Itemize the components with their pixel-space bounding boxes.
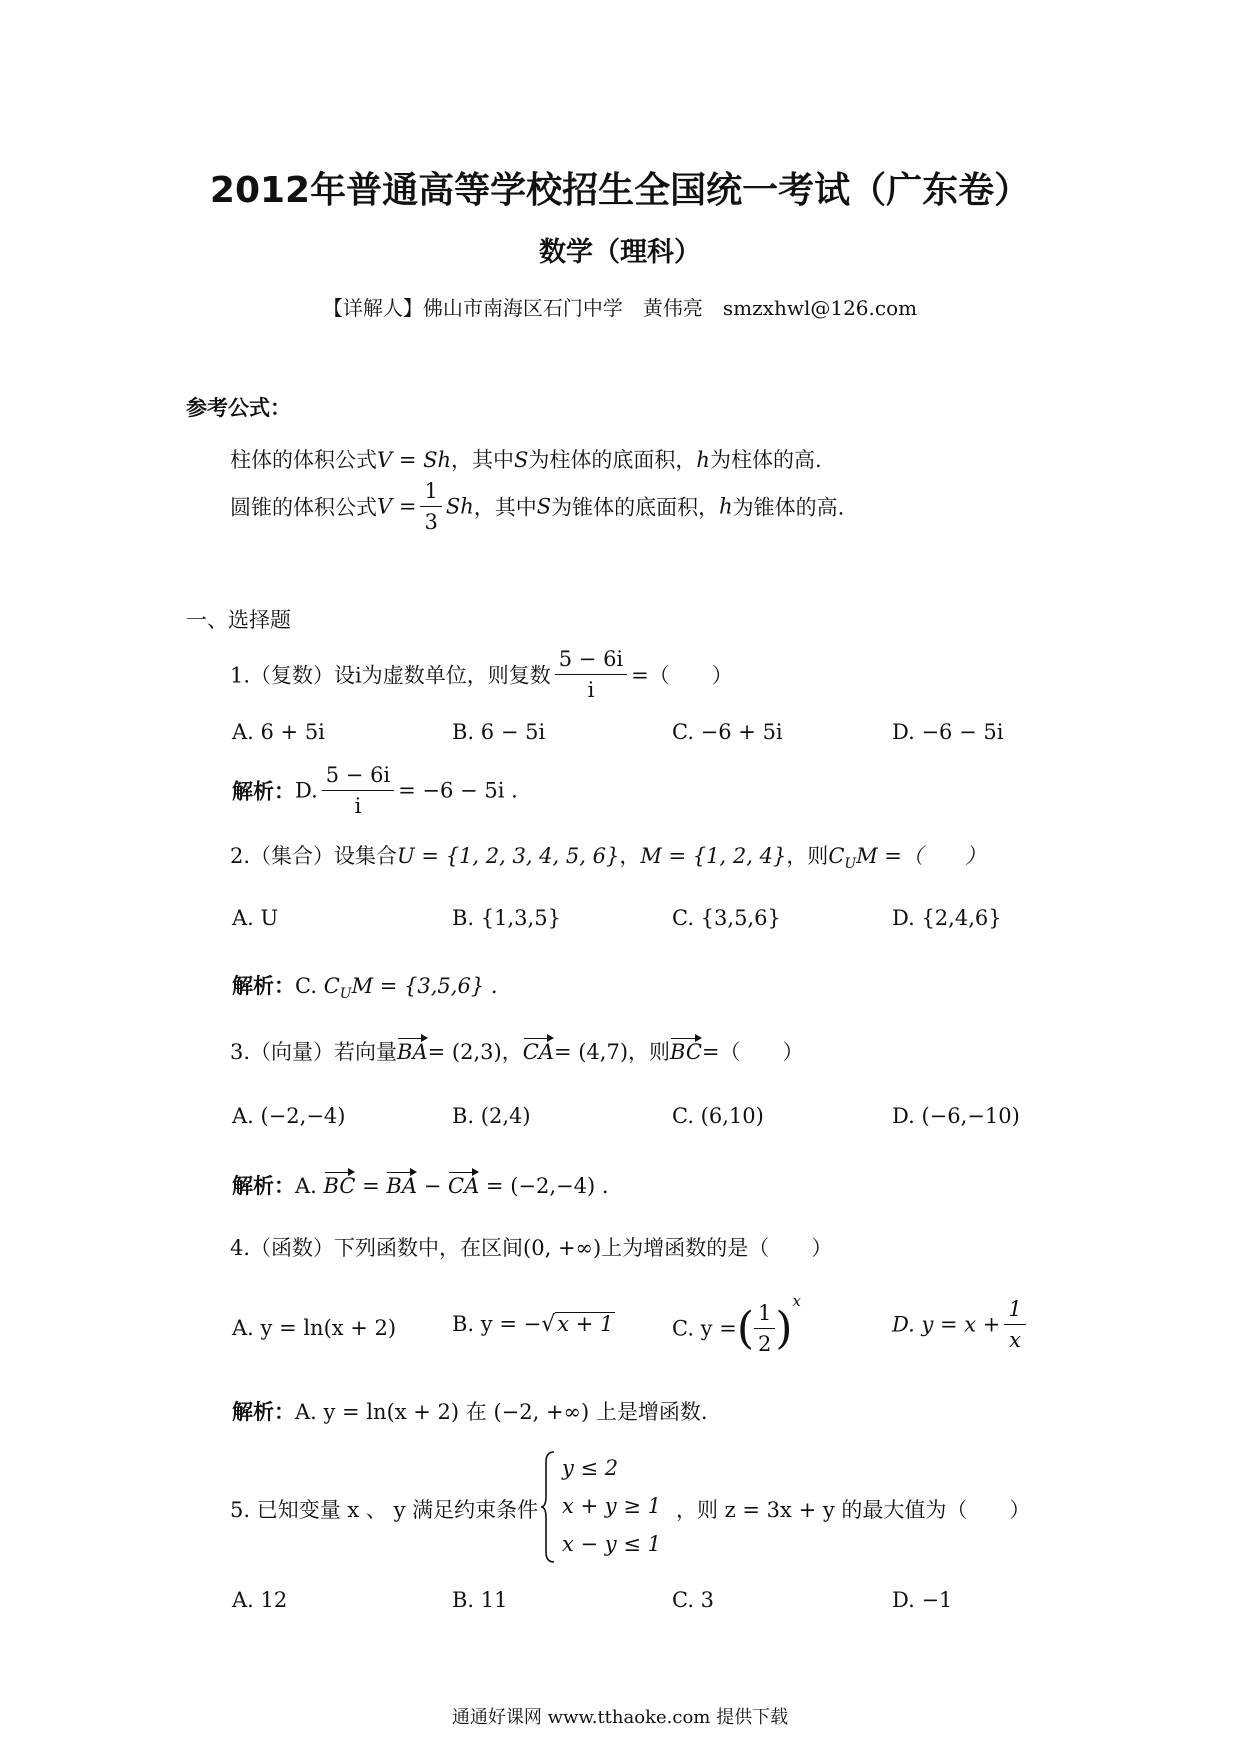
question-math: = (2,3) bbox=[427, 1040, 502, 1064]
fraction-den: 2 bbox=[757, 1332, 772, 1356]
q4-option-d bbox=[892, 1296, 1030, 1353]
question-math: = (4,7) bbox=[553, 1040, 629, 1064]
exam-title: 2012年普通高等学校招生全国统一考试（广东卷） bbox=[209, 170, 1031, 211]
q2-option-c: C. {3,5,6} bbox=[672, 906, 781, 930]
q1-option-b: B. 6 − 5i bbox=[452, 720, 546, 744]
fraction bbox=[754, 1300, 775, 1357]
question-text: 3.（向量）若向量 bbox=[230, 1040, 398, 1064]
constraint-2: x + y ≥ 1 bbox=[562, 1494, 661, 1518]
solution-text: A. y = ln(x + 2) 在 (−2, +∞) 上是增函数. bbox=[295, 1400, 708, 1424]
formula-text: ，其中 bbox=[451, 448, 515, 472]
option-text: D. y = x + bbox=[892, 1312, 1001, 1337]
formula-line-1 bbox=[230, 444, 822, 474]
question-2-stem bbox=[230, 840, 986, 872]
option-text: B. y = − bbox=[452, 1312, 542, 1336]
fraction-den: i bbox=[354, 794, 362, 818]
q3-option-b: B. (2,4) bbox=[452, 1104, 531, 1128]
q5-option-d: D. −1 bbox=[892, 1588, 953, 1612]
left-paren-icon: ( bbox=[736, 1303, 754, 1354]
subscript: U bbox=[339, 986, 352, 1003]
fraction-num: 5 − 6i bbox=[555, 646, 627, 675]
q1-solution bbox=[232, 762, 518, 819]
solution-text: C. bbox=[295, 974, 317, 998]
solution-text: D. bbox=[295, 778, 318, 803]
formula-text: 柱体的体积公式 bbox=[230, 448, 377, 472]
question-4-stem bbox=[230, 1232, 832, 1262]
q5-option-a: A. 12 bbox=[232, 1588, 288, 1612]
vector-ba: BA bbox=[397, 1040, 428, 1064]
solution-label: 解析： bbox=[232, 779, 295, 804]
question-5-stem-a: 5. 已知变量 x 、 y 满足约束条件 bbox=[230, 1498, 539, 1522]
solution-label: 解析： bbox=[232, 974, 295, 998]
question-math: (0, +∞) bbox=[523, 1236, 602, 1260]
question-text: 2.（集合）设集合 bbox=[230, 844, 398, 868]
question-text: =（ ） bbox=[701, 1040, 804, 1064]
question-text: 1.（复数）设i为虚数单位，则复数 bbox=[230, 663, 551, 688]
question-text: ，则 bbox=[628, 1040, 671, 1064]
solution-label: 解析： bbox=[232, 1174, 295, 1198]
left-brace-icon bbox=[540, 1450, 556, 1564]
question-math: M = {1, 2, 4} bbox=[640, 844, 787, 868]
question-math: C bbox=[828, 844, 845, 868]
solution-text: = −6 − 5i . bbox=[398, 778, 518, 803]
q3-option-d: D. (−6,−10) bbox=[892, 1104, 1020, 1128]
fraction-den: 3 bbox=[424, 510, 438, 534]
question-3-stem bbox=[230, 1036, 804, 1066]
fraction-den: x bbox=[1009, 1328, 1021, 1352]
question-text: ，则 bbox=[786, 844, 829, 868]
fraction bbox=[555, 646, 627, 703]
fraction bbox=[420, 478, 441, 535]
formula-text: ，其中 bbox=[473, 495, 537, 520]
formula-math: h bbox=[719, 494, 733, 519]
solution-label: 解析： bbox=[232, 1400, 295, 1424]
right-paren-icon: ) bbox=[775, 1303, 793, 1354]
solution-math: − bbox=[423, 1174, 442, 1198]
q4-option-b bbox=[452, 1312, 615, 1337]
q1-option-a: A. 6 + 5i bbox=[232, 720, 325, 744]
solution-math: = bbox=[362, 1174, 380, 1198]
question-text: =（ ） bbox=[631, 663, 733, 688]
fraction bbox=[322, 762, 394, 819]
vector-ca: CA bbox=[522, 1040, 554, 1064]
formula-math: V = bbox=[377, 494, 417, 519]
formula-math: h bbox=[696, 448, 710, 472]
question-math: M =（ ） bbox=[856, 844, 986, 868]
exponent: x bbox=[792, 1292, 801, 1310]
q3-option-c: C. (6,10) bbox=[672, 1104, 764, 1128]
formula-text: 为柱体的高. bbox=[709, 448, 822, 472]
fraction-num: 1 bbox=[420, 478, 441, 507]
fraction bbox=[1004, 1296, 1025, 1353]
formula-math: S bbox=[536, 494, 552, 519]
question-text: 上为增函数的是（ ） bbox=[601, 1236, 833, 1260]
formula-math: S bbox=[514, 448, 529, 472]
formula-math: Sh bbox=[445, 494, 474, 519]
formula-math: V = Sh bbox=[377, 448, 452, 472]
constraint-1: y ≤ 2 bbox=[562, 1456, 619, 1480]
q3-solution bbox=[232, 1170, 609, 1200]
question-5-stem-b: ，则 z = 3x + y 的最大值为（ ） bbox=[676, 1498, 1031, 1522]
radicand: x + 1 bbox=[557, 1312, 614, 1336]
section-heading: 一、选择题 bbox=[186, 608, 291, 632]
question-text: ， bbox=[501, 1040, 523, 1064]
question-text: ， bbox=[619, 844, 641, 868]
q2-option-d: D. {2,4,6} bbox=[892, 906, 1002, 930]
vector-bc: BC bbox=[323, 1174, 356, 1198]
solution-text: A. bbox=[295, 1174, 317, 1198]
subscript: U bbox=[844, 856, 857, 873]
fraction-den: i bbox=[587, 678, 595, 702]
q2-option-b: B. {1,3,5} bbox=[452, 906, 561, 930]
solution-math: C bbox=[323, 974, 340, 998]
formula-line-2 bbox=[230, 478, 844, 535]
formula-text: 为锥体的高. bbox=[732, 495, 845, 520]
formulas-heading: 参考公式： bbox=[186, 396, 291, 420]
formula-text: 圆锥的体积公式 bbox=[230, 495, 377, 520]
fraction-num: 1 bbox=[754, 1300, 775, 1329]
solution-math: = (−2,−4) . bbox=[485, 1174, 609, 1198]
q4-solution bbox=[232, 1396, 708, 1426]
constraint-3: x − y ≤ 1 bbox=[562, 1532, 661, 1556]
question-1-stem bbox=[230, 646, 733, 703]
fraction-num: 1 bbox=[1004, 1296, 1025, 1325]
question-text: 4.（函数）下列函数中，在区间 bbox=[230, 1236, 524, 1260]
q4-option-a: A. y = ln(x + 2) bbox=[232, 1316, 397, 1340]
sqrt-sign-icon: √ bbox=[541, 1312, 556, 1337]
q5-option-b: B. 11 bbox=[452, 1588, 508, 1612]
question-math: U = {1, 2, 3, 4, 5, 6} bbox=[397, 844, 620, 868]
q1-option-d: D. −6 − 5i bbox=[892, 720, 1004, 744]
vector-ca: CA bbox=[448, 1174, 480, 1198]
q1-option-c: C. −6 + 5i bbox=[672, 720, 783, 744]
fraction-num: 5 − 6i bbox=[322, 762, 394, 791]
formula-text: 为柱体的底面积， bbox=[528, 448, 697, 472]
q3-option-a: A. (−2,−4) bbox=[232, 1104, 346, 1128]
vector-bc: BC bbox=[670, 1040, 702, 1064]
vector-ba: BA bbox=[386, 1174, 418, 1198]
footer-text: 通通好课网 www.tthaoke.com 提供下载 bbox=[451, 1707, 789, 1728]
q2-solution bbox=[232, 970, 498, 1002]
option-text: C. y = bbox=[672, 1316, 737, 1341]
q4-option-c bbox=[672, 1292, 801, 1357]
q5-option-c: C. 3 bbox=[672, 1588, 715, 1612]
author-line: 【详解人】佛山市南海区石门中学 黄伟亮 smzxhwl@126.com bbox=[322, 296, 918, 320]
q2-option-a: A. U bbox=[232, 906, 279, 930]
formula-text: 为锥体的底面积， bbox=[551, 495, 720, 520]
solution-math: M = {3,5,6} . bbox=[351, 974, 498, 998]
exam-subtitle: 数学（理科） bbox=[539, 237, 701, 268]
